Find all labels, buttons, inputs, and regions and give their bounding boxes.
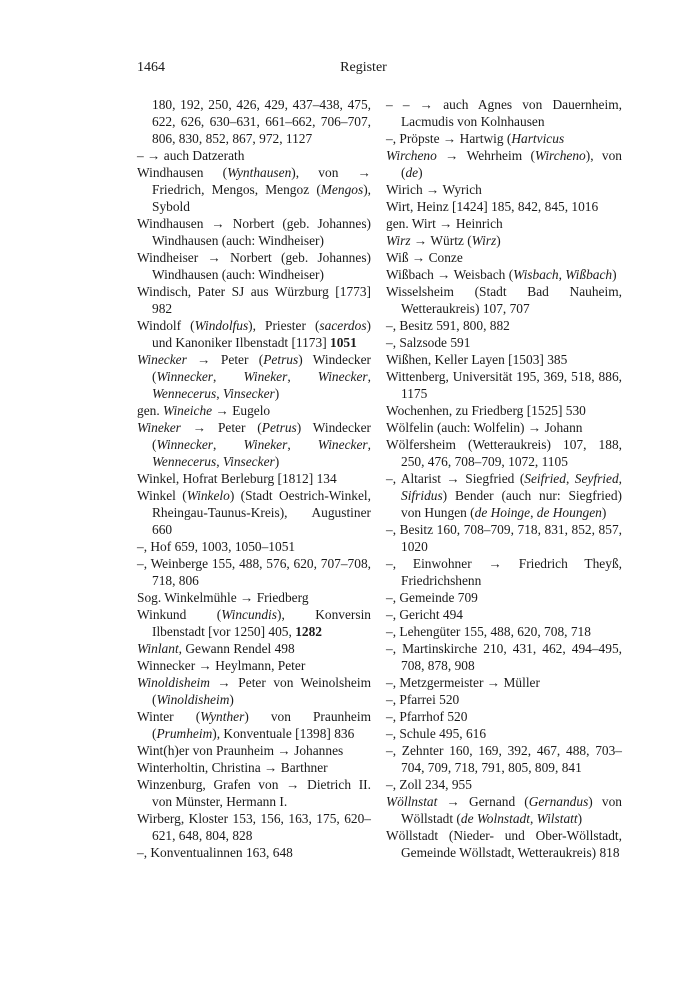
entry-text: Windheiser → Norbert (geb. Johannes) Windhausen (auch: Windheiser) xyxy=(137,250,371,282)
entry-text-italic: Winecker xyxy=(137,352,187,367)
index-entry xyxy=(386,266,622,283)
entry-text-italic: Wirz xyxy=(386,233,411,248)
entry-text-italic: Winecker xyxy=(317,437,368,452)
index-entry xyxy=(386,419,622,436)
entry-text-italic: Wincundis xyxy=(221,607,277,622)
entry-text: ) xyxy=(274,454,280,469)
page-number: 1464 xyxy=(137,60,165,75)
entry-text: –, Martinskirche 210, 431, 462, 494–495, 708, 878, 908 xyxy=(386,641,622,673)
index-entry xyxy=(386,691,622,708)
index-entry xyxy=(137,283,371,317)
index-entry xyxy=(386,640,622,674)
index-entry xyxy=(386,793,622,827)
entry-text-italic: Wircheno xyxy=(386,148,437,163)
entry-text: ), Konversin Ilbenstadt [vor 1250] 405, xyxy=(152,607,371,639)
entry-text: , xyxy=(558,267,566,282)
entry-text: Wirich → Wyrich xyxy=(386,182,482,197)
entry-text-italic: Winoldisheim xyxy=(156,692,230,707)
index-entry xyxy=(137,317,371,351)
entry-text: , xyxy=(212,369,244,384)
entry-text: , Gewann Rendel 498 xyxy=(178,641,295,656)
entry-text-italic: Wineker xyxy=(243,369,288,384)
entry-text: Windolf ( xyxy=(137,318,195,333)
index-entry xyxy=(137,589,371,606)
index-entry xyxy=(137,555,371,589)
entry-text: ), Sybold xyxy=(152,182,371,214)
entry-text-italic: Vinsecker xyxy=(222,454,275,469)
entry-text: –, Salzsode 591 xyxy=(386,335,471,350)
entry-text: –, Weinberge 155, 488, 576, 620, 707–708, 718, 806 xyxy=(137,556,371,588)
entry-text-italic: Mengos xyxy=(320,182,364,197)
index-entry xyxy=(386,198,622,215)
entry-text: Winzenburg, Grafen von → Dietrich II. von Münster, Hermann I. xyxy=(137,777,371,809)
entry-text: –, Altarist → Siegfried ( xyxy=(386,471,525,486)
entry-text: , xyxy=(529,811,537,826)
entry-text: ) von Wöllstadt ( xyxy=(401,794,622,826)
entry-text-italic: de Wolnstadt xyxy=(460,811,530,826)
entry-text-italic: Wynther xyxy=(200,709,245,724)
entry-text: –, Zoll 234, 955 xyxy=(386,777,472,792)
entry-text: gen. Wirt → Heinrich xyxy=(386,216,503,231)
entry-text: ), von ( xyxy=(401,148,622,180)
entry-text-italic: de xyxy=(405,165,419,180)
entry-text-italic: Winecker xyxy=(317,369,368,384)
entry-text-italic: Wisbach xyxy=(513,267,559,282)
index-entry xyxy=(386,623,622,640)
entry-text: → Wehrheim ( xyxy=(436,148,535,163)
index-entry xyxy=(137,776,371,810)
entry-text: ), Priester ( xyxy=(248,318,320,333)
entry-text-italic: Seyfried xyxy=(574,471,619,486)
entry-text-italic: de Hoinge xyxy=(474,505,531,520)
entry-text-italic: Winnecker xyxy=(156,369,213,384)
entry-text: –, Konventualinnen 163, 648 xyxy=(137,845,293,860)
entry-text: Winter ( xyxy=(137,709,201,724)
entry-text: Wißbach → Weisbach ( xyxy=(386,267,514,282)
entry-text-italic: de Houngen xyxy=(536,505,602,520)
index-entry xyxy=(386,555,622,589)
entry-text: Wiß → Conze xyxy=(386,250,463,265)
index-entry xyxy=(386,96,622,130)
entry-text: –, Schule 495, 616 xyxy=(386,726,487,741)
index-entry xyxy=(386,181,622,198)
index-entry xyxy=(386,130,622,147)
index-column-right xyxy=(386,96,622,861)
entry-text: , xyxy=(212,437,244,452)
entry-text-italic: sacerdos xyxy=(319,318,367,333)
entry-text-italic: Sifridus xyxy=(401,488,443,503)
index-entry xyxy=(386,215,622,232)
index-entry xyxy=(386,402,622,419)
index-entry xyxy=(137,742,371,759)
entry-text-italic: Wöllnstat xyxy=(386,794,438,809)
index-entry xyxy=(137,640,371,657)
index-entry xyxy=(386,283,622,317)
entry-text: ) Windecker ( xyxy=(152,352,371,384)
entry-text: , xyxy=(618,471,622,486)
entry-text: –, Lehengüter 155, 488, 620, 708, 718 xyxy=(386,624,591,639)
index-entry xyxy=(137,402,371,419)
entry-text-italic: Wißbach xyxy=(565,267,613,282)
index-entry xyxy=(137,657,371,674)
entry-text-italic: Wennecerus xyxy=(152,454,217,469)
entry-text-italic: Windolfus xyxy=(194,318,249,333)
entry-text: Wint(h)er von Praunheim → Johannes xyxy=(137,743,344,758)
entry-text-italic: Gernandus xyxy=(528,794,589,809)
entry-text: , xyxy=(216,386,223,401)
index-entry xyxy=(386,827,622,861)
entry-text-italic: Winkelo xyxy=(186,488,230,503)
entry-text: Wirt, Heinz [1424] 185, 842, 845, 1016 xyxy=(386,199,599,214)
entry-text: –, Besitz 591, 800, 882 xyxy=(386,318,510,333)
index-entry xyxy=(137,708,371,742)
index-entry xyxy=(137,538,371,555)
entry-page-bold: 1282 xyxy=(295,624,322,639)
entry-text-italic: Winoldisheim xyxy=(137,675,210,690)
entry-text: –, Einwohner → Friedrich Theyß, Friedrichshenn xyxy=(386,556,622,588)
entry-text-italic: Winnecker xyxy=(156,437,213,452)
entry-text: , xyxy=(287,369,318,384)
entry-text: , xyxy=(367,369,371,384)
entry-text: → Eugelo xyxy=(212,403,271,418)
index-entry xyxy=(386,147,622,181)
index-entry xyxy=(137,351,371,402)
entry-text: Wölfersheim (Wetteraukreis) 107, 188, 250, 476, 708–709, 1072, 1105 xyxy=(386,437,622,469)
index-entry xyxy=(386,674,622,691)
entry-text-italic: Wircheno xyxy=(534,148,586,163)
entry-text: → Peter ( xyxy=(186,352,264,367)
entry-text: Winkel ( xyxy=(137,488,187,503)
index-entry xyxy=(386,606,622,623)
entry-page-bold: 1051 xyxy=(330,335,357,350)
entry-text: 180, 192, 250, 426, 429, 437–438, 475, 622, 626, 630–631, 661–662, 706–707, 806, 830, 852, 867, 972, 1127 xyxy=(152,97,371,146)
entry-text: ) xyxy=(418,165,423,180)
entry-text: Wirberg, Kloster 153, 156, 163, 175, 620–621, 648, 804, 828 xyxy=(137,811,371,843)
entry-text: Winterholtin, Christina → Barthner xyxy=(137,760,328,775)
entry-text: –, Zehnter 160, 169, 392, 467, 488, 703–704, 709, 718, 791, 805, 809, 841 xyxy=(386,743,622,775)
index-entry xyxy=(386,470,622,521)
entry-text-italic: Wilstatt xyxy=(536,811,578,826)
entry-text: –, Pfarrei 520 xyxy=(386,692,460,707)
entry-text-italic: Prumheim xyxy=(156,726,213,741)
entry-text-italic: Wineker xyxy=(243,437,288,452)
entry-text: Wöllstadt (Nieder- und Ober-Wöllstadt, Gemeinde Wöllstadt, Wetteraukreis) 818 xyxy=(386,828,622,860)
entry-text: – → auch Datzerath xyxy=(137,148,245,163)
entry-text: Windhausen ( xyxy=(137,165,228,180)
entry-text-italic: Seifried xyxy=(524,471,566,486)
entry-text: Wißhen, Keller Layen [1503] 385 xyxy=(386,352,568,367)
index-entry xyxy=(137,164,371,215)
entry-text: Wisselsheim (Stadt Bad Nauheim, Wetteraukreis) 107, 707 xyxy=(386,284,622,316)
entry-text-italic: Hartvicus xyxy=(511,131,565,146)
entry-text: , xyxy=(287,437,318,452)
entry-text: gen. xyxy=(137,403,164,418)
entry-text: ) xyxy=(496,233,501,248)
entry-text: ), Konventuale [1398] 836 xyxy=(212,726,355,741)
entry-text: , xyxy=(216,454,223,469)
index-entry xyxy=(137,470,371,487)
index-entry xyxy=(137,249,371,283)
entry-text: Wochenhen, zu Friedberg [1525] 530 xyxy=(386,403,586,418)
entry-text: –, Pfarrhof 520 xyxy=(386,709,468,724)
entry-text-italic: Vinsecker xyxy=(222,386,275,401)
entry-text: –, Besitz 160, 708–709, 718, 831, 852, 857, 1020 xyxy=(386,522,622,554)
index-entry xyxy=(386,436,622,470)
index-entry xyxy=(386,521,622,555)
entry-text-italic: Petrus xyxy=(261,420,297,435)
entry-text: ) xyxy=(601,505,607,520)
index-entry xyxy=(386,725,622,742)
entry-text: Winkund ( xyxy=(137,607,222,622)
entry-text: , xyxy=(565,471,575,486)
entry-text-italic: Petrus xyxy=(263,352,299,367)
entry-text: Sog. Winkelmühle → Friedberg xyxy=(137,590,309,605)
entry-text: –, Hof 659, 1003, 1050–1051 xyxy=(137,539,296,554)
index-entry xyxy=(386,317,622,334)
entry-text: ) Bender (auch nur: Siegfried) von Hungen ( xyxy=(401,488,622,520)
index-column-left xyxy=(137,96,371,861)
index-entry xyxy=(137,674,371,708)
entry-text: ) und Kanoniker Ilbenstadt [1173] xyxy=(152,318,371,350)
entry-text: Wittenberg, Universität 195, 369, 518, 886, 1175 xyxy=(386,369,622,401)
entry-text: , xyxy=(367,437,371,452)
index-entry xyxy=(137,215,371,249)
index-entry xyxy=(137,606,371,640)
index-entry xyxy=(386,368,622,402)
entry-text: → Würtz ( xyxy=(410,233,472,248)
entry-text: –, Gericht 494 xyxy=(386,607,463,622)
entry-text: –, Metzgermeister → Müller xyxy=(386,675,540,690)
index-entry xyxy=(386,742,622,776)
index-entry xyxy=(137,844,371,861)
running-title: Register xyxy=(340,60,387,75)
entry-text: Winnecker → Heylmann, Peter xyxy=(137,658,306,673)
entry-text: ) xyxy=(229,692,234,707)
entry-text: Winkel, Hofrat Berleburg [1812] 134 xyxy=(137,471,337,486)
index-entry xyxy=(137,419,371,470)
entry-text: , xyxy=(530,505,537,520)
entry-text: → Peter von Weinolsheim ( xyxy=(152,675,371,707)
entry-text: Wölfelin (auch: Wolfelin) → Johann xyxy=(386,420,583,435)
entry-text: Windisch, Pater SJ aus Würzburg [1773] 982 xyxy=(137,284,371,316)
entry-text: ) Windecker ( xyxy=(152,420,371,452)
index-entry xyxy=(137,147,371,164)
entry-text: –, Gemeinde 709 xyxy=(386,590,478,605)
index-entry xyxy=(137,810,371,844)
index-entry xyxy=(137,96,371,147)
index-entry xyxy=(137,487,371,538)
entry-text-italic: Wineker xyxy=(137,420,181,435)
index-entry xyxy=(386,776,622,793)
index-entry xyxy=(386,232,622,249)
entry-text: ) xyxy=(577,811,583,826)
entry-text: ), von → Friedrich, Mengos, Mengoz ( xyxy=(152,165,371,197)
index-entry xyxy=(386,351,622,368)
entry-text-italic: Wennecerus xyxy=(152,386,217,401)
entry-text-italic: Winlant xyxy=(137,641,179,656)
entry-text: ) von Praunheim ( xyxy=(152,709,371,741)
entry-text: –, Pröpste → Hartwig ( xyxy=(386,131,512,146)
entry-text-italic: Wynthausen xyxy=(227,165,292,180)
index-entry xyxy=(386,334,622,351)
index-entry xyxy=(137,759,371,776)
entry-text: → Gernand ( xyxy=(437,794,529,809)
index-entry xyxy=(386,708,622,725)
entry-text: Windhausen → Norbert (geb. Johannes) Windhausen (auch: Windheiser) xyxy=(137,216,371,248)
entry-text: ) xyxy=(274,386,280,401)
page-header xyxy=(137,60,590,82)
entry-text: ) (Stadt Oestrich-Winkel, Rheingau-Taunus-Kreis), Augustiner 660 xyxy=(152,488,372,537)
entry-text-italic: Wirz xyxy=(471,233,497,248)
index-entry xyxy=(386,589,622,606)
entry-text: – – → auch Agnes von Dauernheim, Lacmudis von Kolnhausen xyxy=(386,97,622,129)
entry-text: → Peter ( xyxy=(180,420,262,435)
index-entry xyxy=(386,249,622,266)
entry-text: ) xyxy=(612,267,617,282)
entry-text-italic: Wineiche xyxy=(163,403,213,418)
